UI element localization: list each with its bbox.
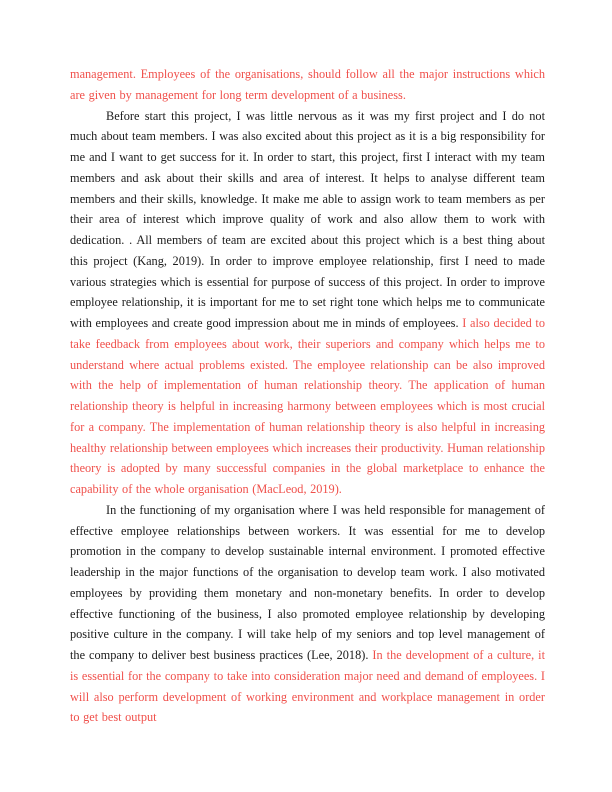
paragraph — [70, 106, 545, 500]
paragraph — [70, 500, 545, 728]
text-segment-red: In the development of a culture, it is essential for the company to take into consideration major need and demand of employees. I will also perform development of working environment and workplace management in order to get best output — [70, 648, 545, 725]
paragraph — [70, 64, 545, 106]
text-segment-red: I also decided to take feedback from employees about work, their superiors and company which helps me to understand where actual problems existed. The employee relationship can be also improved with the help of implementation of human relationship theory. The application of human relationship theory is helpful in increasing harmony between employees which is most crucial for a company. The implementation of human relationship theory is also helpful in increasing healthy relationship between employees which increases their productivity. Human relationship theory is adopted by many successful companies in the global marketplace to enhance the capability of the whole organisation (MacLeod, 2019). — [70, 316, 545, 496]
document-body — [70, 64, 545, 728]
text-segment-black: In the functioning of my organisation where I was held responsible for management of effective employee relationships between workers. It was essential for me to develop promotion in the company to develop sustainable internal environment. I promoted effective leadership in the major functions of the organisation to develop team work. I also motivated employees by providing them monetary and non-monetary benefits. In order to develop effective functioning of the business, I also promoted employee relationship by developing positive culture in the company. I will take help of my seniors and top level management of the company to deliver best business practices (Lee, 2018). — [70, 502, 545, 662]
text-segment-black: Before start this project, I was little nervous as it was my first project and I do not much about team members. I was also excited about this project as it is a big responsibility for me and I want to get success for it. In order to start, this project, first I interact with my team members and ask about their skills and area of interest. It helps to analyse different team members and their skills, knowledge. It make me able to assign work to team members as per their area of interest which improve quality of work and also allow them to work with dedication. . All members of team are excited about this project which is a best thing about this project (Kang, 2019). In order to improve employee relationship, first I need to made various strategies which is essential for purpose of success of this project. In order to improve employee relationship, it is important for me to set right tone which helps me to communicate with employees and create good impression about me in minds of employees. — [70, 108, 545, 330]
text-segment-red: management. Employees of the organisations, should follow all the major instructions which are given by management for long term development of a business. — [70, 67, 545, 102]
